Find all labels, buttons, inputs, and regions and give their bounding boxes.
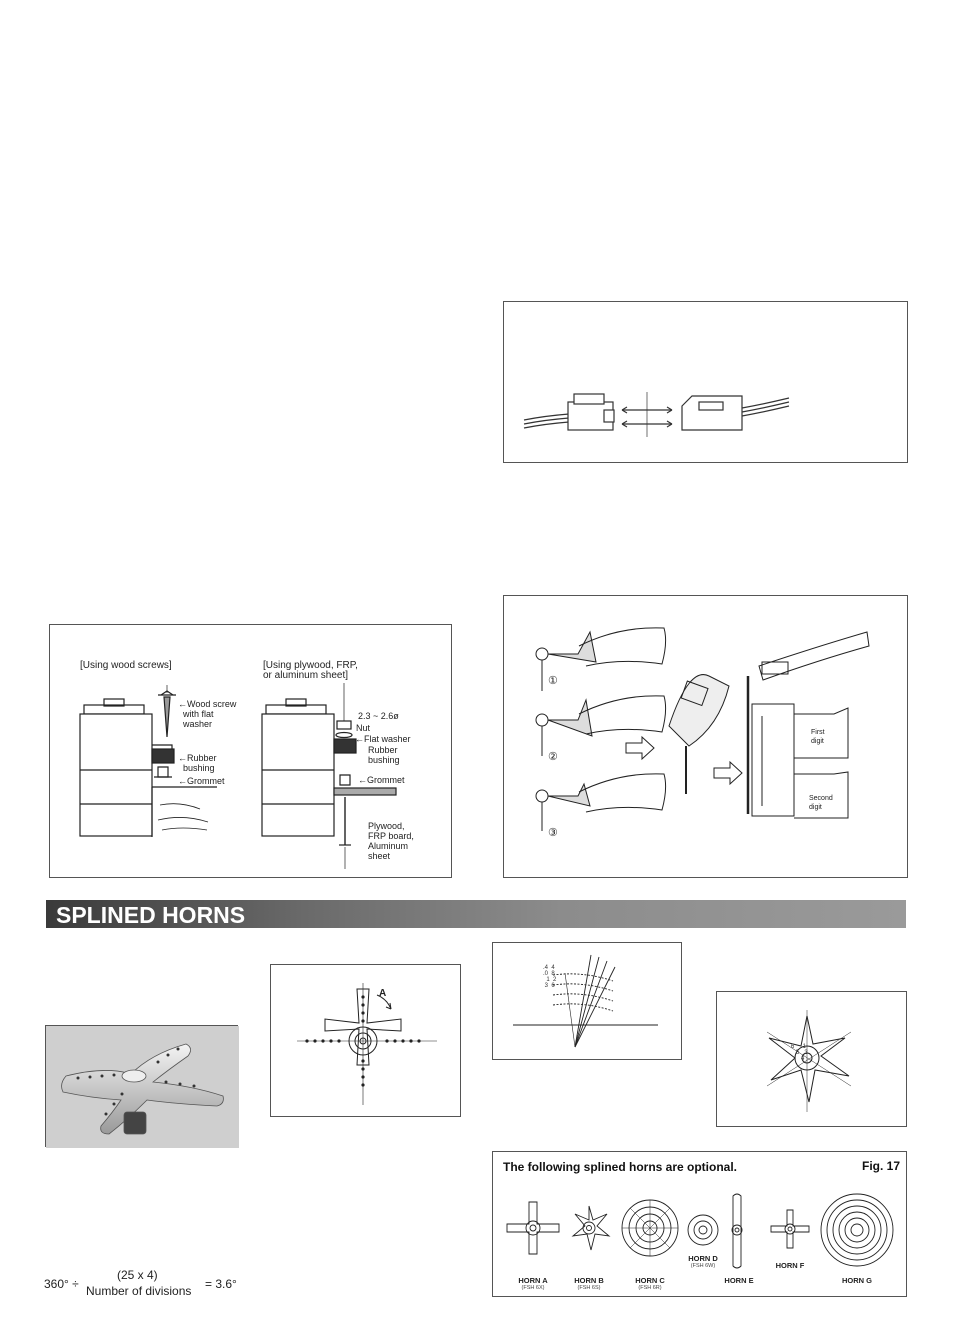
connector-figure — [503, 301, 908, 463]
fig17-panel — [492, 1151, 907, 1297]
formula-numerator: (25 x 4) — [117, 1268, 158, 1282]
horn-d-name: HORN D — [688, 1254, 718, 1263]
wood-title: [Using wood screws] — [80, 660, 172, 671]
crimp-step-1: ① — [548, 675, 558, 687]
horn-a-code: (FSH 6X) — [521, 1285, 545, 1291]
horn-g-name: HORN G — [842, 1276, 872, 1285]
wood-grommet-label: ←Grommet — [178, 776, 225, 786]
crimp-figure — [503, 595, 908, 878]
horn-photo-drawing — [46, 1026, 239, 1148]
horn-d-code: (FSH 6W) — [690, 1263, 716, 1269]
ply-nut-label: Nut — [356, 723, 371, 733]
crimp-drawing — [504, 596, 909, 879]
ply-washer-label: ←Flat washer — [355, 734, 411, 744]
second-digit-label: Second digit — [809, 795, 833, 811]
horn-detail-figure — [270, 964, 461, 1117]
horn-photo — [45, 1025, 238, 1147]
section-banner — [46, 900, 906, 928]
horn-c-code: (FSH 6R) — [638, 1285, 662, 1291]
fig17-title: The following splined horns are optional. — [503, 1160, 738, 1174]
horn-detail-label-a: A — [379, 988, 387, 999]
fig17-number: Fig. 17 — [861, 1159, 900, 1173]
ply-sheet-label: Plywood, FRP board, Aluminum sheet — [368, 821, 414, 861]
horn-detail-drawing — [271, 965, 462, 1118]
ply-title: [Using plywood, FRP, or aluminum sheet] — [263, 660, 358, 681]
connector-drawing — [504, 302, 909, 464]
formula-denominator: Number of divisions — [86, 1284, 192, 1298]
angle-figure — [492, 942, 682, 1060]
horn-f-name: HORN F — [775, 1261, 805, 1270]
first-digit-label: First digit — [811, 729, 825, 745]
wood-screw-label: ←Wood screw with flat washer — [178, 699, 237, 729]
horn-a-name: HORN A — [518, 1276, 548, 1285]
wood-bushing-label: ←Rubber bushing — [178, 753, 217, 773]
ply-size-label: 2.3 ~ 2.6ø — [358, 711, 399, 721]
crimp-step-2: ② — [548, 751, 558, 763]
section-title: SPLINED HORNS — [56, 902, 246, 928]
horn-b-code: (FSH 6S) — [577, 1285, 601, 1291]
star-horn-drawing — [717, 992, 908, 1128]
crimp-step-3: ③ — [548, 827, 558, 839]
ply-bushing-label: Rubber bushing — [368, 745, 400, 765]
formula-result: = 3.6° — [205, 1277, 237, 1291]
horn-c-name: HORN C — [635, 1276, 665, 1285]
angle-tick-labels: .4 4 .0 8 1 2 3 6 — [543, 965, 557, 989]
horn-e-name: HORN E — [724, 1276, 754, 1285]
horn-b-name: HORN B — [574, 1276, 604, 1285]
mounting-figure — [49, 624, 452, 878]
formula-left: 360° ÷ — [44, 1277, 79, 1291]
star-horn-numbers: 6 1 5 3 4 — [791, 1044, 808, 1062]
star-horn-figure — [716, 991, 907, 1127]
angle-drawing — [493, 943, 683, 1061]
ply-grommet-label: ←Grommet — [358, 775, 405, 785]
